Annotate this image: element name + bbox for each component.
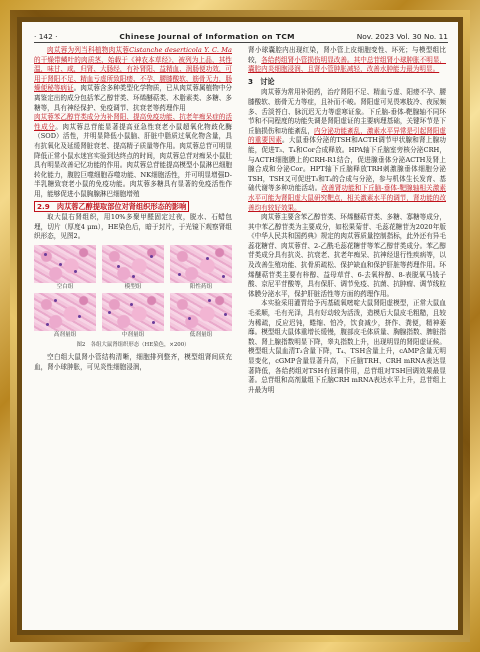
histology-image — [170, 293, 232, 331]
paragraph-method: 取大鼠右肾组织，用10%多聚甲醛固定过夜，脱水、石蜡包埋，切片（厚度4 μm），HE染色后，暗于封片，于光镜下观察肾组织形态，见图2。 — [34, 213, 232, 241]
paragraph-results: 空白组大鼠肾小管结构清晰，细胞排列整齐，模型组肾间质充血，肾小球肿胀，可见炎性细胞浸润， — [34, 353, 232, 372]
histology-grid — [34, 245, 232, 339]
histology-image — [102, 293, 164, 331]
histology-image — [34, 293, 96, 331]
page-number: · 142 · — [34, 31, 58, 41]
journal-page — [22, 22, 458, 630]
section-heading-2-9: 2.9 肉苁蓉乙醇提取部位对肾组织形态的影响 — [34, 202, 232, 212]
right-column — [248, 46, 446, 395]
section-heading-discussion: 3 讨论 — [248, 76, 275, 86]
panel-mid-dose: 中剂量组 — [102, 293, 164, 339]
page-header — [34, 30, 448, 43]
histology-image — [170, 245, 232, 283]
histology-image — [34, 245, 96, 283]
panel-positive: 阳性药组 — [170, 245, 232, 291]
panel-model: 模型组 — [102, 245, 164, 291]
panel-blank: 空白组 — [34, 245, 96, 291]
figure-caption: 图2 各组大鼠肾组织形态（HE染色，×200） — [76, 341, 190, 348]
left-column — [34, 46, 232, 373]
histology-image — [102, 245, 164, 283]
figure-2 — [34, 245, 232, 351]
journal-title: Chinese Journal of Information on TCM — [119, 31, 295, 41]
paragraph-discussion-3: 本实验采用灌胃给予丙基硫氧嘧啶大鼠肾阳虚模型，正常大鼠血毛柔顺，毛有光泽，具有好动较为活泼，造模后大鼠皮毛粗糙，且较为稀疏，反应迟钝，蜷缩、怕冷，饮食减少，挤作、粪便，精神萎靡。模型组大鼠体重增长缓慢，腹部皮毛体质量、胸腺指数、脾脏指数、肾上腺指数明显下降，睾丸指数上升，出现明显的肾阳虚证候。模型组大鼠血清T₃含量下降，T₄、TSH含量上升，cAMP含量无明显变化，cGMP含量显著升高，下丘脑TRH、CRH mRNA表达显著降低，各给药组对TSH有回调作用，总苷组对TSH回调效果最显著。总苷组和高剂量组下丘脑CRH mRNA表达水平上升，总苷组上升最为明 — [248, 299, 446, 394]
panel-high-dose: 高剂量组 — [34, 293, 96, 339]
paragraph-intro: 肉苁蓉为列当科植物肉苁蓉Cistanche deserticola Y. C. Ma的干燥带鳞叶的肉质茎，始载于《神农本草经》，被列为上品，其性温，味甘、咸，归肾、大肠经，有补肾阳、益精血、润肠便功效，可用于肾阳不足、精血亏虚所致阳痿、不孕、腰膝酸软、筋骨无力，肠燥便秘等病证。肉苁蓉含多种类型化学物质，已从肉苁蓉属植物中分离鉴定出的成分包括苯乙醇苷类、环烯醚萜类、木脂素类、多糖、多糖等，具有神经保护、免疫调节、抗衰老等药理作用 — [34, 46, 233, 112]
paragraph-results-cont: 肾小球囊腔内出现红染，肾小管上皮细胞变性、坏死；与模型组比较，各给药组肾小管损伤明显改善。其中总苷组肾小球肿胀不明显，囊腔内炎细胞浸润、且肾小管肿胀减轻，改善水肿能力最为明显。 — [248, 46, 447, 74]
issue-info: Nov. 2023 Vol. 30 No. 11 — [356, 31, 448, 41]
paragraph-discussion-1: 肉苁蓉为常用补阳药，治疗肾阳不足、精血亏虚、阳痿不孕、腰膝酸软、筋骨无力等症，且补而不峻。肾阳虚可见畏寒肢冷、夜尿频多、舌淡苔白、脉沉迟无力等虚寒证象。下丘脑-垂体-靶腺轴不同环节和不同程度的功能失调是肾阳虚证的主要病理基础，关键环节是下丘脑损伤和功能紊乱，内分泌功能紊乱，激素水平异常是引起肾阳虚的重要因素。大鼠垂体分泌的TSH和ACTH调节甲状腺和肾上腺功能，促进T₃、T₄和Cor合成释放。HPA轴下丘脑室旁核分泌CRH，与ACTH细胞膜上的CRH-R1结合，促进腺垂体分泌ACTH及肾上腺合成和分泌Cor。HPT轴下丘脑释放TRH刺激腺垂体细胞分泌TSH，TSH又可促进T₃和T₄的合成与分泌，参与机体生长发育、基础代谢等多种功能活动。改善肾功能和下丘脑-垂体-靶腺轴相关激素水平可能为肾阳虚大鼠研究靶点，相关激素水平的调节，肾功能的改善均有较好效果。 — [248, 88, 447, 212]
paragraph-glycosides: 肉苁蓉苯乙醇苷类成分为补肾阳、提高免疫功能、抗老年痴呆症的活性成分。肉苁蓉总苷能显著提高亚急性衰老小鼠超氧化物歧化酶（SOD）活性，并明显降低小鼠脑、肝脏中脂质过氧化物含量，具有抗氧化及延缓肾脏衰老、提高精子质量等作用。肉苁蓉总苷可明显降低正常小鼠水迷宫实验到达终点的时间，肉苁蓉总苷对痴呆小鼠肚具有明显改善记忆功能的作用。肉苁蓉总苷能提高模型小鼠淋巴细胞转化能力，腹腔巨噬细胞吞噬功能、NK细胞活性，并可明显增强D-半乳糖致衰老小鼠的免疫功能。肉苁蓉多糖具有显著的免疫活性作用，能够促进小鼠胸腺淋巴细胞增殖 — [34, 113, 233, 198]
panel-low-dose: 低剂量组 — [170, 293, 232, 339]
paragraph-discussion-2: 肉苁蓉主要含苯乙醇苷类、环烯醚萜苷类、多糖、寡糖等成分，其中苯乙醇苷类为主要成分，如松果菊苷、毛蕊花糖苷为2020年版《中华人民共和国药典》规定的肉苁蓉质量控制指标，此外还有异毛蕊花糖苷、肉苁蓉苷、2-乙酰毛蕊花糖苷等苯乙醇苷类成分。苯乙醇苷类成分具有抗炎、抗衰老、抗老年痴呆、抗神经退行性疾病等，以及改善生殖功能、抗骨质疏松、保护缺血和保护肝脏等药理作用。环烯醚萜苷类主要有梓醇、益母草苷、6-去氧梓醇、8-表脱氧马钱子酸、京尼平苷酸等，具有保肝、调节免疫、抗菌、抗肿瘤、调节线粒体膜分泌水平，保护肝脏活性等方面的药理作用。 — [248, 213, 447, 298]
